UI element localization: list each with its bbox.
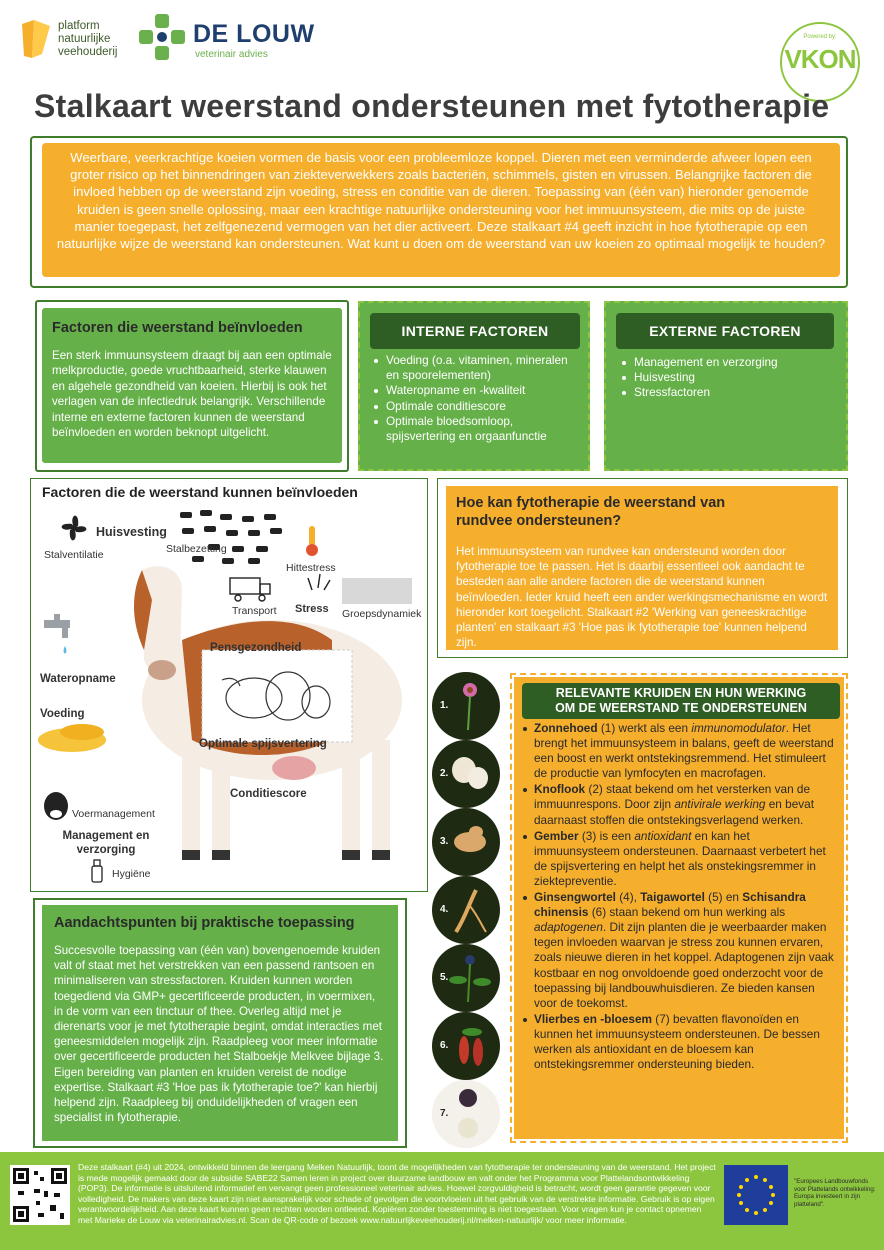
factors-box	[42, 308, 342, 463]
herb-number: 5.	[440, 972, 449, 983]
fyto-box	[446, 486, 838, 650]
hygiene-icon	[92, 860, 102, 882]
label-pensgezondheid: Pensgezondheid	[210, 642, 302, 654]
vkon-brand: VKON	[784, 44, 856, 74]
label-transport: Transport	[232, 605, 277, 617]
label-stalbezetting: Stalbezetting	[166, 543, 227, 555]
cross-leaf-icon	[135, 12, 189, 64]
platform-logo	[20, 14, 130, 62]
list-item: Gember (3) is een antioxidant en kan het immuunsysteem ondersteunen. Daarnaast verbetert het de spijsvertering en helpt het als onstekingsremmer in ziektepreventie.	[520, 829, 836, 889]
herb-number: 6.	[440, 1040, 449, 1051]
attention-box	[42, 905, 398, 1141]
list-item: Voeding (o.a. vitaminen, mineralen en spoorelementen)	[372, 353, 582, 383]
herb-number: 7.	[440, 1108, 449, 1119]
stress-icon	[308, 574, 330, 590]
herb-elder	[432, 1080, 500, 1148]
qr-code-icon[interactable]	[10, 1165, 70, 1225]
de-louw-name: DE LOUW	[193, 20, 315, 48]
label-conditiescore: Conditiescore	[230, 788, 307, 800]
fyto-text: Het immuunsysteem van rundvee kan ondersteund worden door fytotherapie toe te passen. Het is daarbij essentieel ook aandacht te besteden aan alle andere factoren die de weerstand kunnen beïnvloeden. Ieder kruid heeft een ander werkingsmechanisme en wordt hieronder kort toegelicht. Stalkaart #2 'Werking van geneeskrachtige planten' en stalkaart #3 'Hoe pas ik fytotherapie toe' kunnen helpend zijn.	[456, 545, 828, 650]
herb-ginger	[432, 808, 500, 876]
attention-title: Aandachtspunten bij praktische toepassing	[54, 915, 355, 931]
herd-icon	[180, 510, 282, 564]
eu-flag-icon	[724, 1165, 788, 1225]
list-item: Management en verzorging	[620, 355, 838, 370]
label-groepsdynamiek: Groepsdynamiek	[342, 608, 422, 620]
label-stress: Stress	[295, 603, 329, 615]
de-louw-subtitle: veterinair advies	[195, 49, 268, 60]
cow-face-icon	[44, 792, 68, 820]
truck-icon	[230, 578, 270, 601]
herb-ginseng	[432, 876, 500, 944]
list-item: Knoflook (2) staat bekend om het versterken van de immuunrespons. Door zijn antivirale werking en bevat daarnaast stoffen die ontstekingsverlagend werken.	[520, 782, 836, 827]
herbs-title-line1: RELEVANTE KRUIDEN EN HUN WERKING	[555, 686, 807, 700]
herb-number: 4.	[440, 904, 449, 915]
intro-text: Weerbare, veerkrachtige koeien vormen de basis voor een probleemloze koppel. Dieren met een verminderde afweer lopen een groter risico op het binnendringen van ziekteverwekkers zoals bacteriën, schimmels, gisten en virussen. Belangrijke factoren die invloed hebben op de weerstand zijn voeding, stress en conditie van de dieren. Toepassing van (één van) hieronder genoemde kruiden is geen snelle oplossing, maar een krachtige natuurlijke ondersteuning voor het immuunsysteem, die mits op de juiste manier toegepast, het zelfgenezend vermogen van het dier activeert. Deze stalkaart #4 geeft inzicht in hoe fytotherapie op een natuurlijke wijze de weerstand kan ondersteunen. Wat kunt u doen om de weerstand van uw koeien zo optimaal mogelijk te houden?	[42, 143, 840, 277]
list-item: Ginsengwortel (4), Taigawortel (5) en Schisandra chinensis (6) staan bekend om hun werking als adaptogenen. Dit zijn planten die je weerbaarder maken tegen invloeden waarvan je stress zou kunnen ervaren, zoals nieuwe dieren in het koppel. Adaptogenen zijn vaak kostbaar en nog onvoldoende goed onderzocht voor de toepassing bij landbouwhuisdieren. Ze bieden kansen voor de toekomst.	[520, 890, 836, 1011]
list-item: Optimale conditiescore	[372, 399, 582, 414]
attention-text: Succesvolle toepassing van (één van) bovengenoemde kruiden valt of staat met het verstrekken van een passend rantsoen en minimaliseren van stressfactoren. Kruiden kunnen worden toegediend via GMP+ gecertificeerde producten, in voermixen, in de vorm van een tinctuur of thee. Overleg altijd met je dierenarts voor je met fytotherapie begint, omdat interacties met geneesmiddelen mogelijk zijn. Raadpleeg voor meer informatie over gecertificeerde producten het Stalboekje Melkvee bijlage 3. Eigen bereiding van planten en kruiden vereist de nodige expertise. Stalkaart #3 'Hoe pas ik fytotherapie toe?' kan hierbij helpend zijn. Raadpleeg bij onduidelijkheden of vragen een specialist in fytotherapie.	[54, 944, 384, 1125]
external-factors-title: EXTERNE FACTOREN	[616, 313, 834, 349]
herb-number: 2.	[440, 768, 449, 779]
de-louw-logo	[135, 12, 335, 64]
eu-text: "Europees Landbouwfonds voor Plattelands ontwikkeling: Europa investeert in zijn platteland".	[794, 1178, 876, 1208]
list-item: Vlierbes en -bloesem (7) bevatten flavonoïden en kunnen het immuunsysteem ondersteunen. De bessen werken als antioxidant en de bloesem kan ontstekingsremmer ondersteuning bieden.	[520, 1012, 836, 1072]
label-voermanagement: Voermanagement	[72, 808, 155, 820]
internal-factors-title: INTERNE FACTOREN	[370, 313, 580, 349]
label-voeding: Voeding	[40, 708, 85, 720]
factors-text: Een sterk immuunsysteem draagt bij aan een optimale melkproductie, goede vruchtbaarheid, sterke klauwen en algehele gezondheid van koeien. Hierbij is ook het verlagen van de infectiedruk belangrijk. Verschillende interne en externe factoren kunnen de weerstand beïnvloeden en worden beknopt uitgelicht.	[52, 349, 332, 440]
footer-text: Deze stalkaart (#4) uit 2024, ontwikkeld binnen de leergang Melken Natuurlijk, toont de mogelijkheden van fytotherapie ter ondersteuning van de weerstand. Het project is mede mogelijk gemaakt door de subsidie SABE22 Samen leren in project over duurzame landbouw en valt onder het Programma voor Plattelandsontwikkeling (POP3). De informatie is uitsluitend informatief en vervangt geen professioneel veterinair advies. Hoewel zorgvuldigheid is betracht, wordt geen garantie gegeven voor volledigheid. De makers van deze kaart zijn niet aansprakelijk voor schade of gevolgen die voortvloeien uit het gebruik van de verstrekte informatie. Gebruik is op eigen verantwoordelijkheid. Aan deze kaart kunnen geen rechten worden ontleend. Kopiëren zonder toestemming is niet toegestaan. Voor vragen kun je contact opnemen met Marieke de Louw via veterinairadvies.nl. Scan de QR-code of bezoek www.natuurlijkeveehouderij.nl/melken-natuurlijk/ voor meer informatie.	[78, 1162, 716, 1225]
group-photo	[342, 578, 412, 604]
herbs-title-line2: OM DE WEERSTAND TE ONDERSTEUNEN	[555, 701, 807, 715]
fan-icon	[62, 516, 87, 541]
page-title: Stalkaart weerstand ondersteunen met fytotherapie	[34, 88, 830, 124]
herbs-box	[514, 677, 844, 1139]
fyto-title: Hoe kan fytotherapie de weerstand van rundvee ondersteunen?	[456, 495, 726, 529]
label-hittestress: Hittestress	[286, 562, 336, 574]
herb-garlic	[432, 740, 500, 808]
herb-number: 1.	[440, 700, 449, 711]
list-item: Zonnehoed (1) werkt als een immunomodulator. Het brengt het immuunsysteem in balans, geeft de weerstand een boost en werkt ontstekingsremmend. Het stimuleert de productie van lymfocyten en macrofagen.	[520, 721, 836, 781]
infographic-title: Factoren die de weerstand kunnen beïnvloeden	[42, 484, 358, 500]
label-wateropname: Wateropname	[40, 673, 116, 685]
list-item: Huisvesting	[620, 370, 838, 385]
platform-logo-text: platform natuurlijke veehouderij	[58, 20, 118, 58]
label-spijsvertering: Optimale spijsvertering	[199, 738, 327, 750]
thermometer-icon	[306, 526, 318, 556]
list-item: Stressfactoren	[620, 385, 838, 400]
label-huisvesting: Huisvesting	[96, 525, 167, 539]
herb-taiga	[432, 944, 500, 1012]
external-factors-list	[620, 355, 838, 401]
feed-icon	[38, 724, 106, 752]
platform-logo-icon	[20, 18, 52, 60]
list-item: Optimale bloedsomloop, spijsvertering en orgaanfunctie	[372, 414, 582, 444]
herbs-title	[522, 683, 840, 719]
label-management: Management en verzorging	[62, 830, 150, 856]
label-hygiene: Hygiëne	[112, 868, 151, 880]
herbs-list	[520, 721, 836, 1072]
water-tap-icon	[44, 614, 70, 654]
herb-number: 3.	[440, 836, 449, 847]
list-item: Wateropname en -kwaliteit	[372, 383, 582, 398]
vkon-powered-by: Powered by:	[803, 34, 837, 40]
label-stalventilatie: Stalventilatie	[44, 549, 104, 561]
herb-schisandra	[432, 1012, 500, 1080]
factors-title: Factoren die weerstand beïnvloeden	[52, 320, 303, 336]
herb-echinacea	[432, 672, 500, 740]
